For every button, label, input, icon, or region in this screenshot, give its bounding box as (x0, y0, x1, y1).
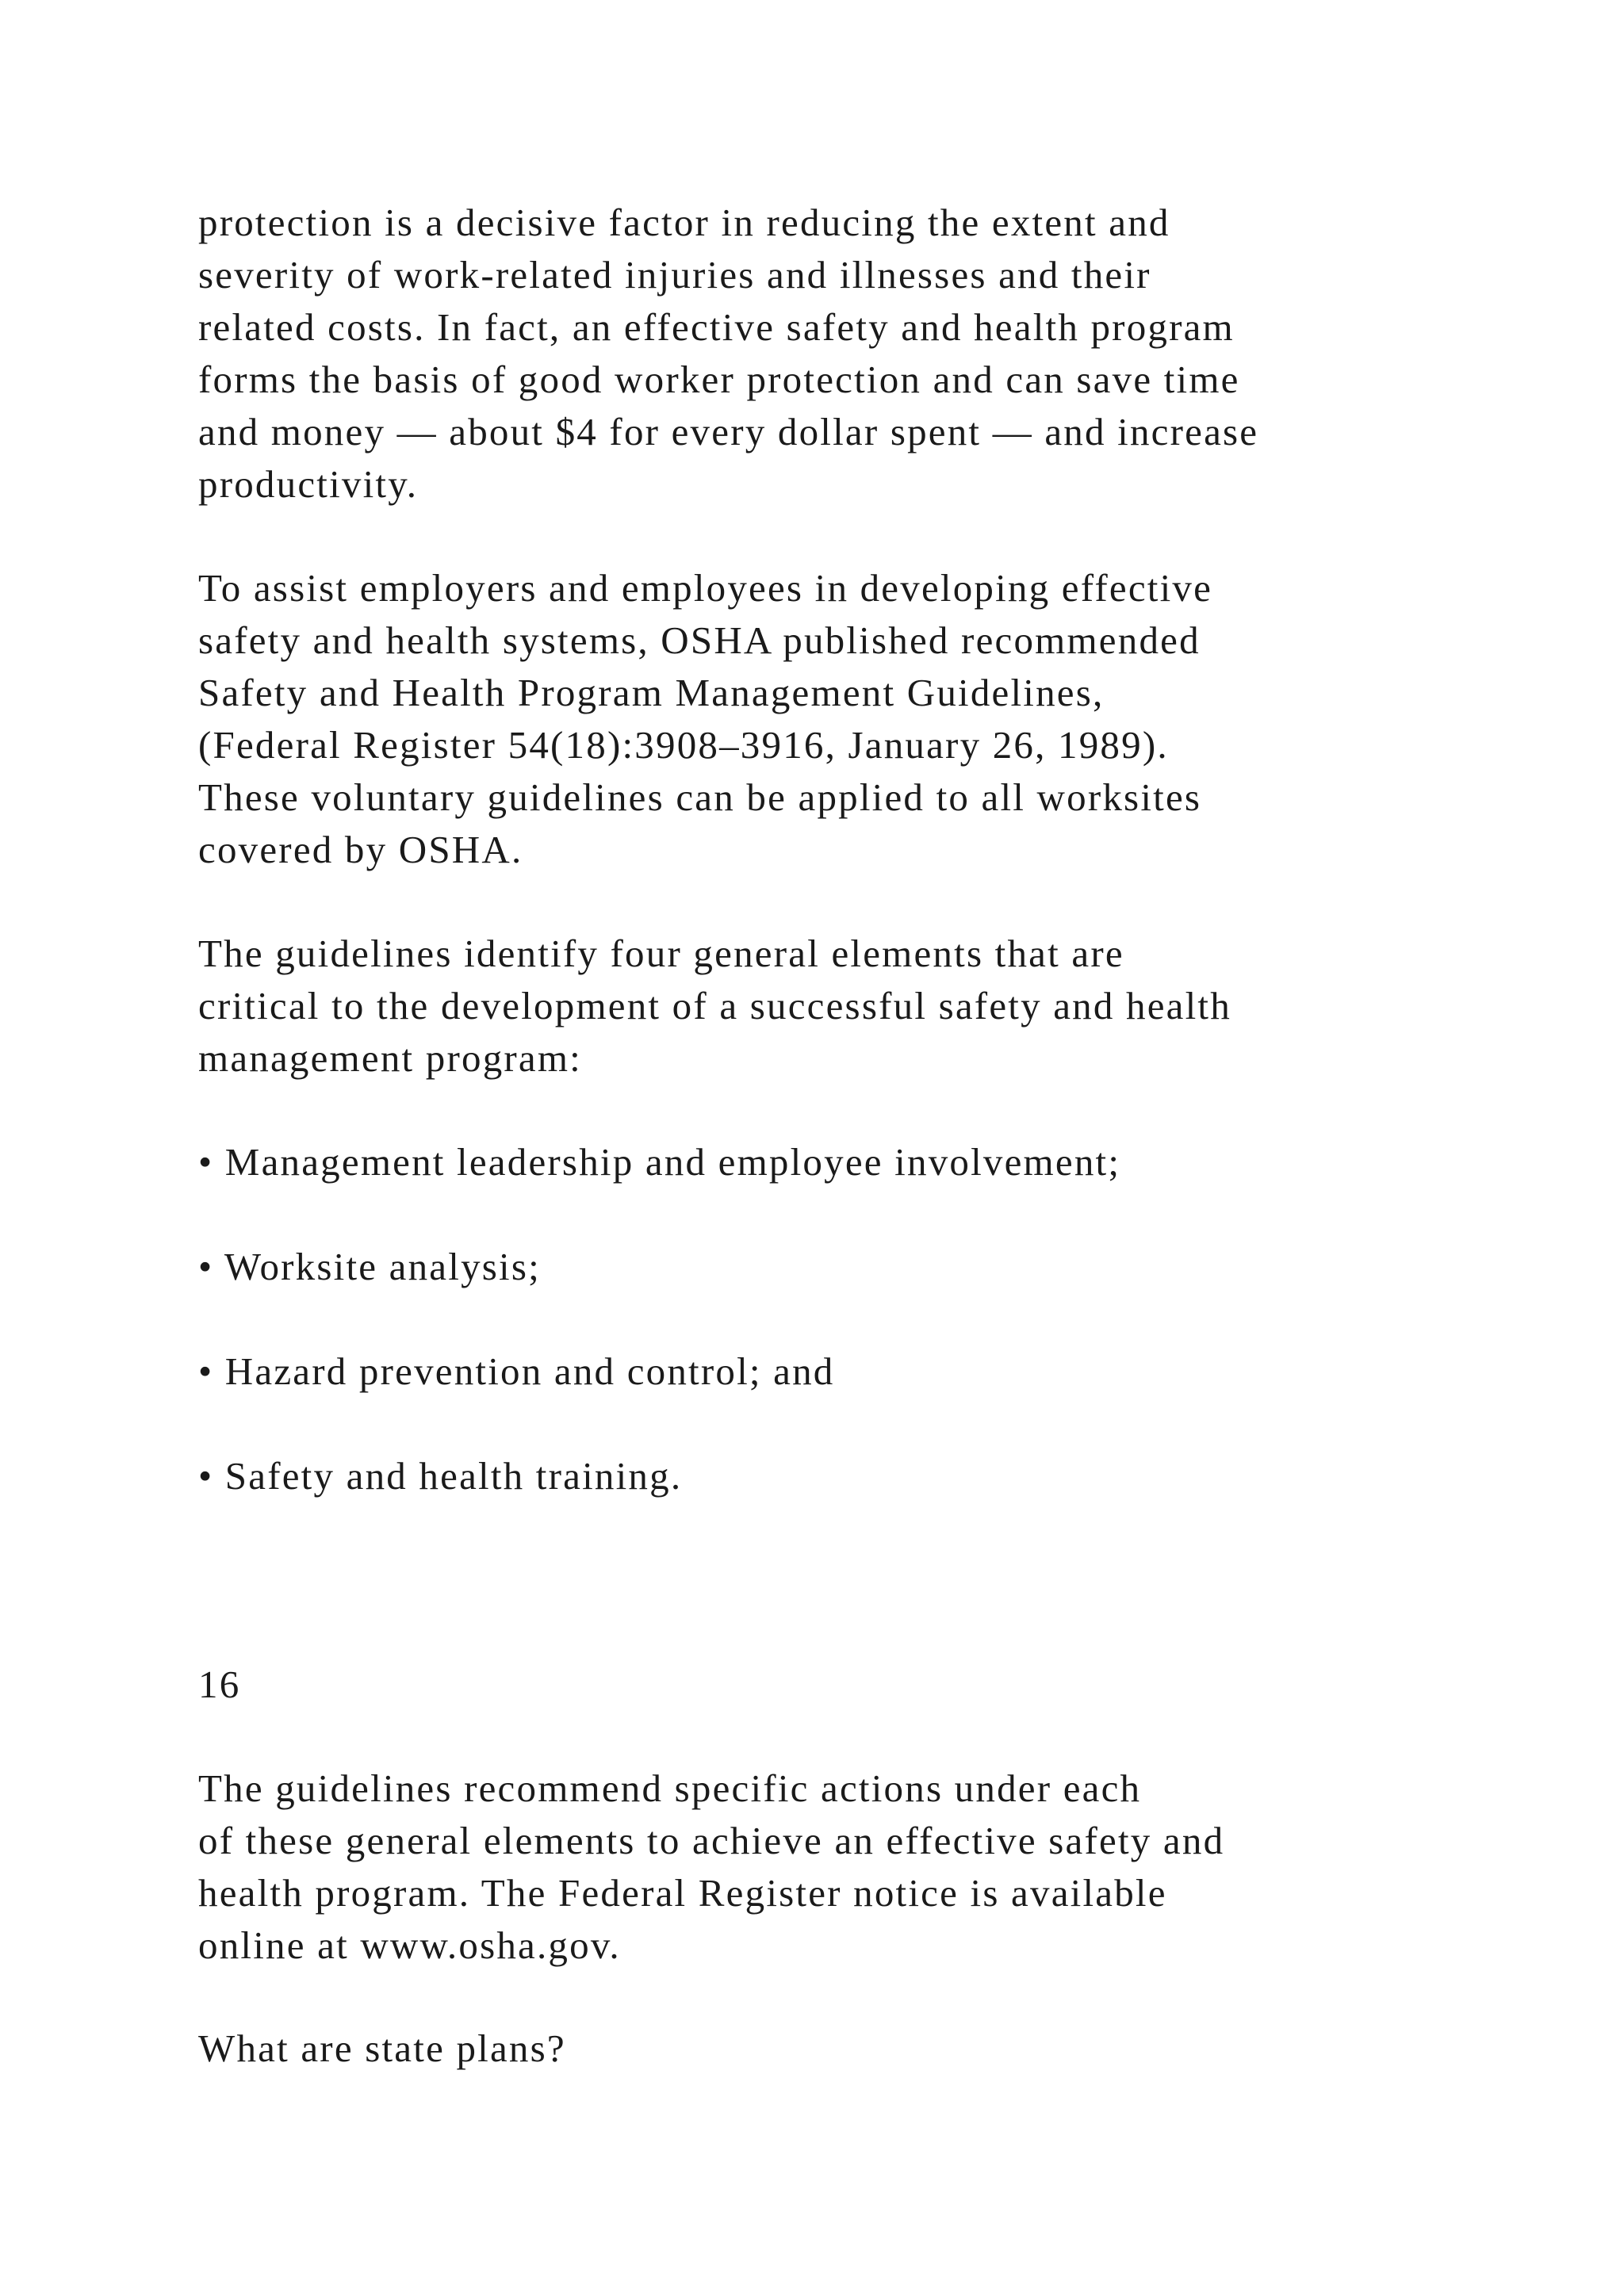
text-line: related costs. In fact, an effective safety and health program (198, 305, 1235, 349)
text-line: safety and health systems, OSHA published recommended (198, 618, 1201, 662)
text-line: productivity. (198, 462, 419, 506)
paragraph-osha-guidelines (198, 562, 1212, 876)
bullet-item-hazard-prevention: • Hazard prevention and control; and (198, 1349, 835, 1393)
text-line: These voluntary guidelines can be applied to all worksites (198, 775, 1202, 819)
heading-state-plans: What are state plans? (198, 2026, 566, 2070)
text-line: health program. The Federal Register notice is available (198, 1871, 1167, 1915)
text-line: critical to the development of a successful safety and health (198, 984, 1231, 1027)
text-line: To assist employers and employees in developing effective (198, 566, 1213, 610)
text-line: (Federal Register 54(18):3908–3916, January 26, 1989). (198, 723, 1169, 767)
text-line: Safety and Health Program Management Guidelines, (198, 671, 1105, 714)
paragraph-four-elements (198, 928, 1231, 1085)
text-line: severity of work-related injuries and illnesses and their (198, 253, 1151, 297)
bullet-item-management-leadership: • Management leadership and employee involvement; (198, 1140, 1121, 1184)
bullet-item-safety-training: • Safety and health training. (198, 1454, 683, 1498)
text-line: of these general elements to achieve an effective safety and (198, 1819, 1225, 1862)
paragraph-worker-protection (198, 197, 1258, 511)
text-line: and money — about $4 for every dollar spent — and increase (198, 410, 1259, 453)
text-line: covered by OSHA. (198, 828, 523, 871)
page-number: 16 (198, 1663, 241, 1706)
text-line: management program: (198, 1036, 582, 1080)
text-line: protection is a decisive factor in reducing the extent and (198, 201, 1170, 244)
text-line: forms the basis of good worker protection and can save time (198, 358, 1240, 401)
text-line: The guidelines identify four general elements that are (198, 932, 1124, 975)
text-line: online at www.osha.gov. (198, 1923, 621, 1967)
text-line: The guidelines recommend specific actions under each (198, 1766, 1142, 1810)
bullet-item-worksite-analysis: • Worksite analysis; (198, 1245, 541, 1288)
paragraph-specific-actions (198, 1762, 1224, 1972)
